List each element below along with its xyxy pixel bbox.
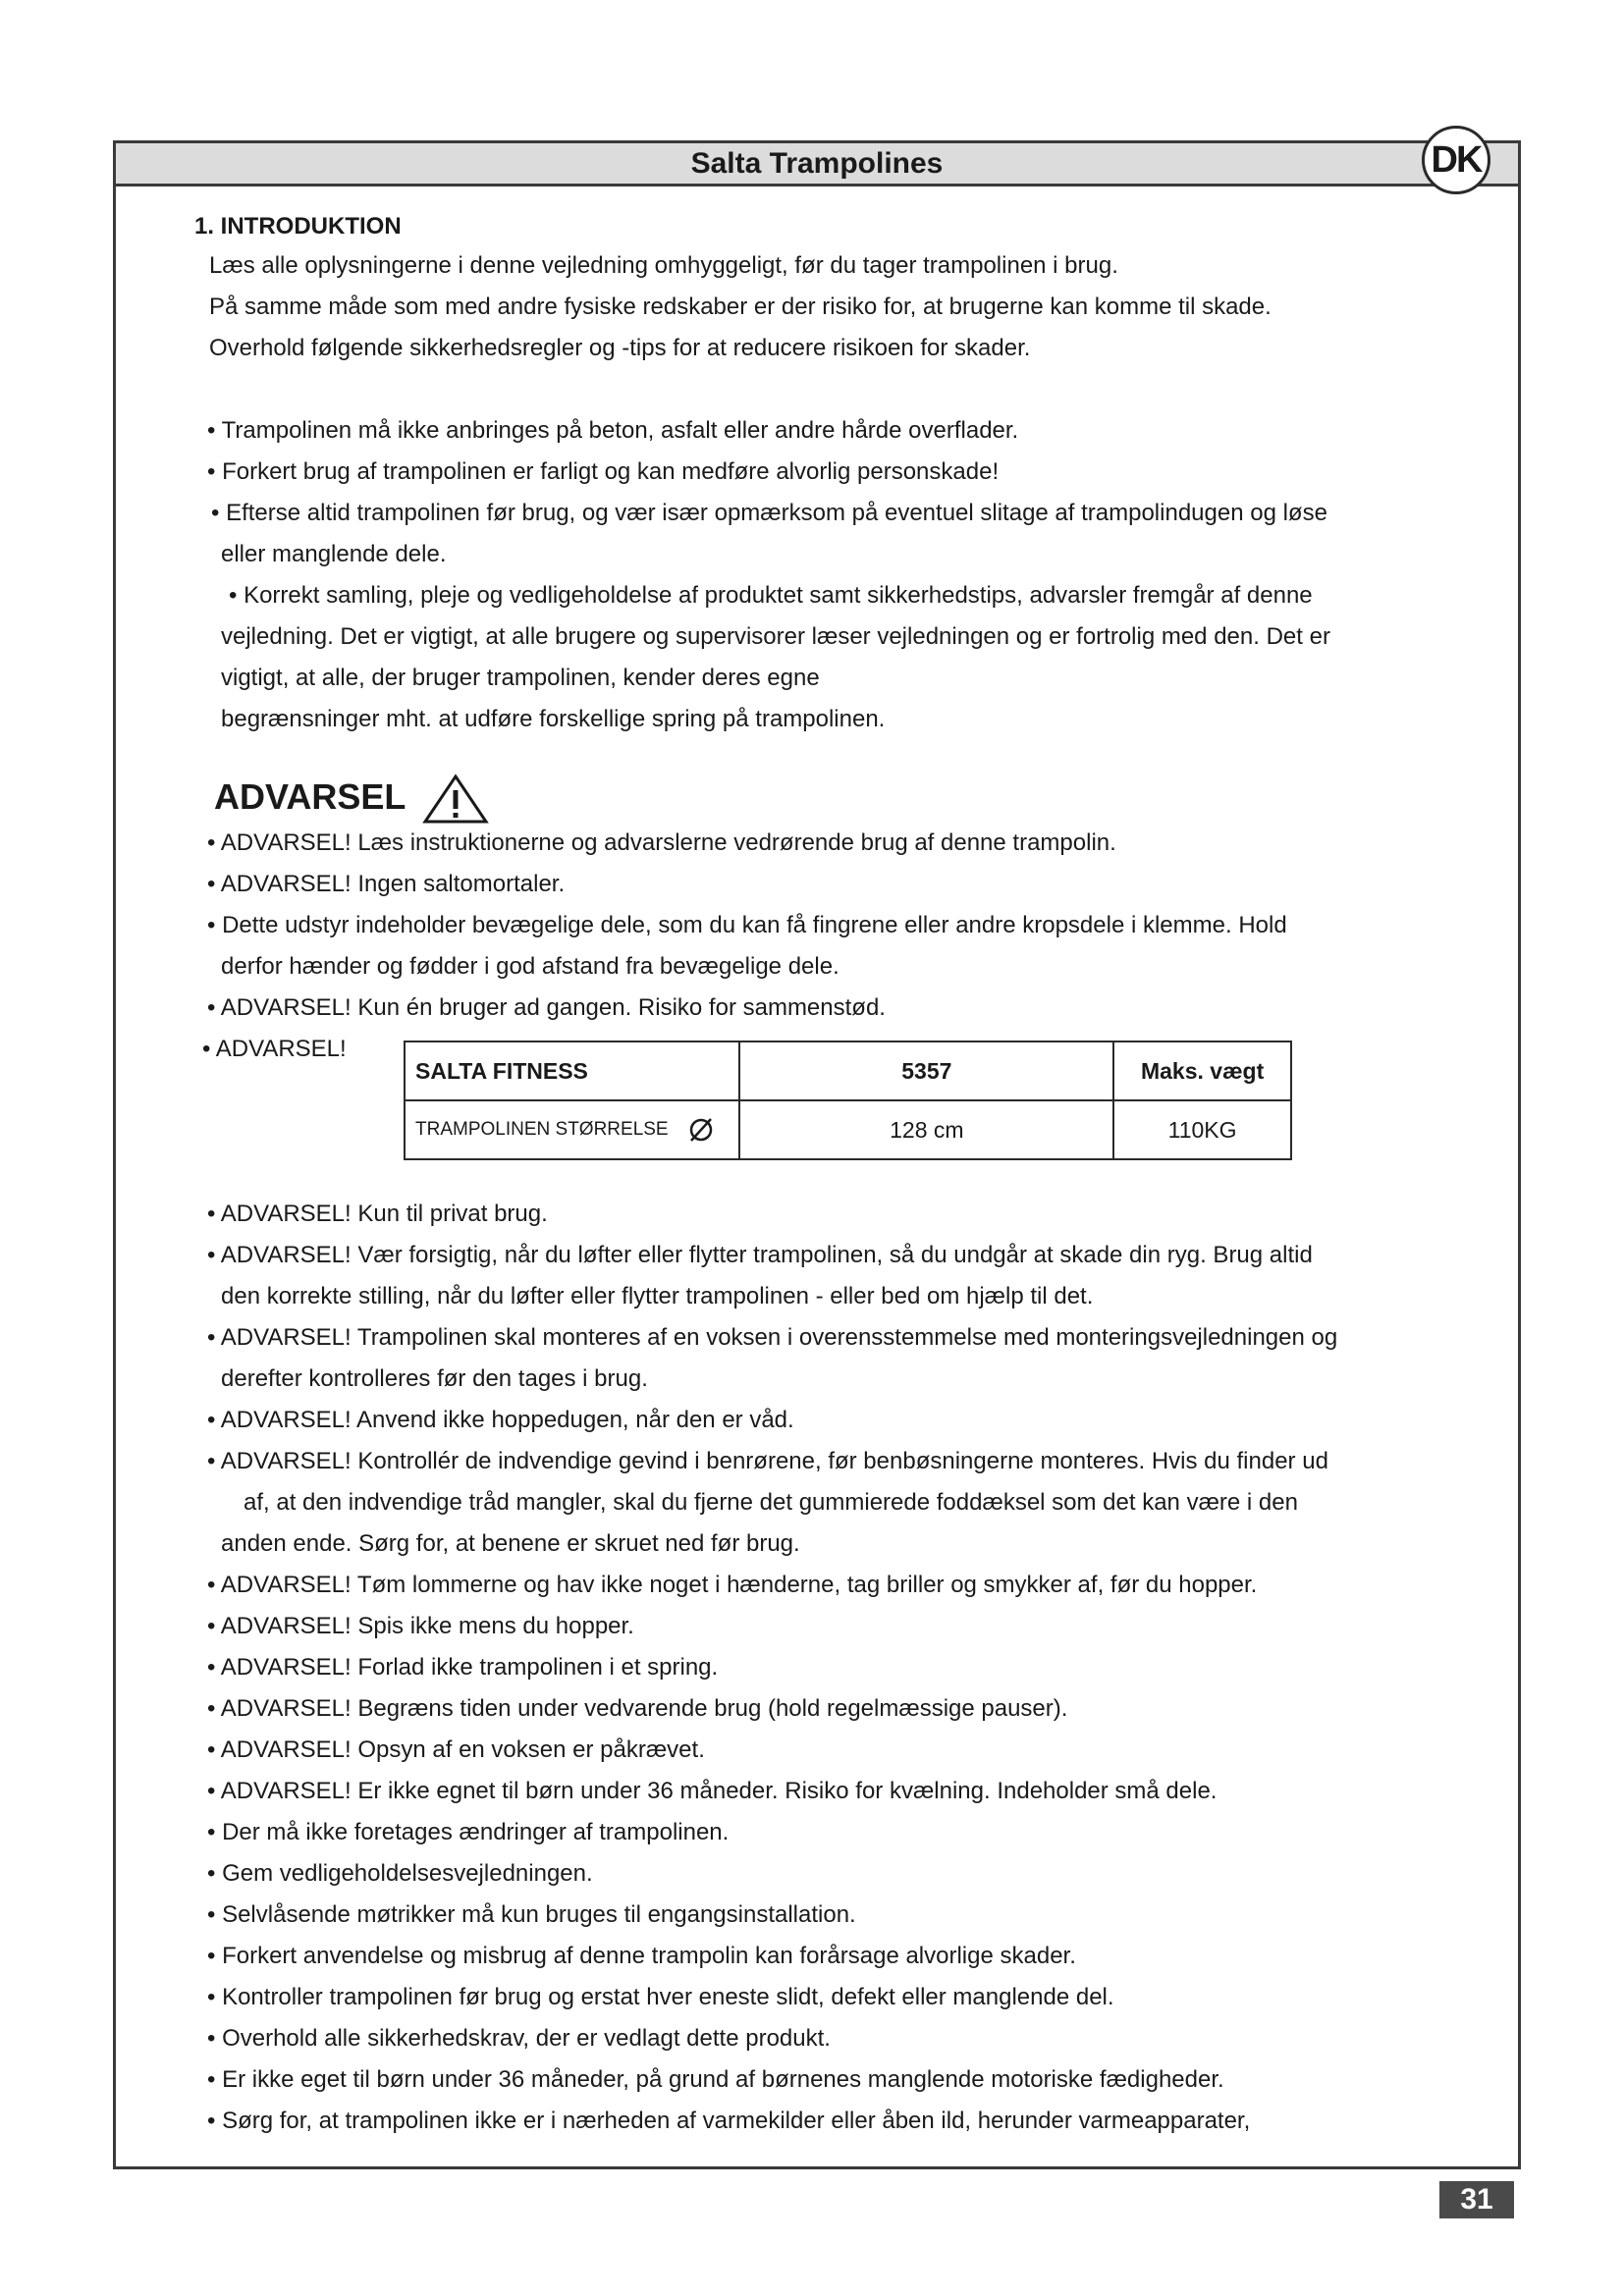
warning-line: • ADVARSEL! Kontrollér de indvendige gevind i benrørene, før benbøsningerne monteres. Hvis du finder ud (207, 1448, 1328, 1474)
warning-line: • ADVARSEL! Anvend ikke hoppedugen, når den er våd. (207, 1407, 794, 1433)
warning-line: • Kontroller trampolinen før brug og erstat hver eneste slidt, defekt eller manglende del. (207, 1984, 1114, 2010)
warning-line: • ADVARSEL! Vær forsigtig, når du løfter eller flytter trampolinen, så du undgår at skade din ryg. Brug altid (207, 1242, 1313, 1268)
warning-line: • ADVARSEL! Forlad ikke trampolinen i et spring. (207, 1654, 719, 1681)
warning-line: • Er ikke eget til børn under 36 måneder, på grund af børnenes manglende motoriske fædigheder. (207, 2066, 1224, 2093)
table-row (405, 1100, 1291, 1159)
warning-triangle-icon (422, 774, 489, 825)
model-cell: 5357 (739, 1041, 1113, 1100)
warning-line: • ADVARSEL! Trampolinen skal monteres af en voksen i overensstemmelse med monteringsvejledningen og (207, 1324, 1338, 1351)
safety-line: • Efterse altid trampolinen før brug, og vær især opmærksom på eventuel slitage af trampolindugen og løse (211, 500, 1327, 526)
safety-line: • Korrekt samling, pleje og vedligeholdelse af produktet samt sikkerhedstips, advarsler fremgår af denne (229, 582, 1313, 609)
safety-line: eller manglende dele. (221, 541, 447, 567)
warning-line: • ADVARSEL! Spis ikke mens du hopper. (207, 1613, 634, 1639)
warning-line: • Dette udstyr indeholder bevægelige dele, som du kan få fingrene eller andre kropsdele i klemme. Hold (207, 912, 1287, 938)
size-value-cell: 128 cm (739, 1100, 1113, 1159)
warning-line: • ADVARSEL! Begræns tiden under vedvarende brug (hold regelmæssige pauser). (207, 1695, 1068, 1722)
safety-line: begrænsninger mht. at udføre forskellige spring på trampolinen. (221, 706, 886, 732)
warning-line: • ADVARSEL! Tøm lommerne og hav ikke noget i hænderne, tag briller og smykker af, før du hopper. (207, 1572, 1258, 1598)
header-bar (116, 143, 1518, 187)
safety-line: vigtigt, at alle, der bruger trampolinen, kender deres egne (221, 665, 820, 691)
document-title: Salta Trampolines (690, 147, 944, 180)
warning-line: af, at den indvendige tråd mangler, skal du fjerne det gummierede foddæksel som det kan være i den (244, 1489, 1298, 1516)
warning-line: derefter kontrolleres før den tages i brug. (221, 1365, 648, 1392)
warning-line: den korrekte stilling, når du løfter eller flytter trampolinen - eller bed om hjælp til det. (221, 1283, 1094, 1309)
warning-line: • Forkert anvendelse og misbrug af denne trampolin kan forårsage alvorlige skader. (207, 1943, 1076, 1969)
warning-line: • Selvlåsende møtrikker må kun bruges til engangsinstallation. (207, 1901, 856, 1928)
section-heading-introduction: 1. INTRODUKTION (194, 213, 402, 240)
intro-line: Læs alle oplysningerne i denne vejledning omhyggeligt, før du tager trampolinen i brug. (209, 252, 1118, 279)
brand-cell: SALTA FITNESS (405, 1041, 739, 1100)
warning-line: • Gem vedligeholdelsesvejledningen. (207, 1860, 593, 1887)
warning-line: • ADVARSEL! Ingen saltomortaler. (207, 871, 566, 897)
safety-line: • Forkert brug af trampolinen er farligt og kan medføre alvorlig personskade! (207, 458, 1000, 485)
warning-line: anden ende. Sørg for, at benene er skruet ned før brug. (221, 1530, 800, 1557)
warning-line: • Overhold alle sikkerhedskrav, der er vedlagt dette produkt. (207, 2025, 831, 2052)
warning-line: • ADVARSEL! Kun én bruger ad gangen. Risiko for sammenstød. (207, 994, 886, 1021)
warning-line: derfor hænder og fødder i god afstand fra bevægelige dele. (221, 953, 839, 980)
warning-line: • ADVARSEL! Opsyn af en voksen er påkrævet. (207, 1736, 705, 1763)
warning-heading: ADVARSEL (214, 776, 406, 817)
intro-line: Overhold følgende sikkerhedsregler og -tips for at reducere risikoen for skader. (209, 335, 1031, 361)
spec-table (404, 1041, 1292, 1160)
safety-line: vejledning. Det er vigtigt, at alle brugere og supervisorer læser vejledningen og er fortrolig med den. Det er (221, 623, 1330, 650)
warning-line: • ADVARSEL! Er ikke egnet til børn under 36 måneder. Risiko for kvælning. Indeholder små dele. (207, 1778, 1218, 1804)
intro-line: På samme måde som med andre fysiske redskaber er der risiko for, at brugerne kan komme til skade. (209, 294, 1272, 320)
warning-line: • Sørg for, at trampolinen ikke er i nærheden af varmekilder eller åben ild, herunder varmeapparater, (207, 2108, 1251, 2134)
max-weight-label-cell: Maks. vægt (1113, 1041, 1291, 1100)
safety-line: • Trampolinen må ikke anbringes på beton, asfalt eller andre hårde overflader. (207, 417, 1019, 444)
table-row (405, 1041, 1291, 1100)
table-warning-label: • ADVARSEL! (202, 1036, 347, 1062)
size-label-cell (405, 1100, 739, 1159)
warning-line: • ADVARSEL! Læs instruktionerne og advarslerne vedrørende brug af denne trampolin. (207, 829, 1116, 856)
warning-line: • ADVARSEL! Kun til privat brug. (207, 1201, 548, 1227)
max-weight-value-cell: 110KG (1113, 1100, 1291, 1159)
size-label: TRAMPOLINEN STØRRELSE (415, 1119, 669, 1141)
language-badge: DK (1422, 126, 1490, 194)
diameter-icon (687, 1116, 715, 1144)
warning-line: • Der må ikke foretages ændringer af trampolinen. (207, 1819, 730, 1845)
page-number: 31 (1439, 2181, 1514, 2218)
